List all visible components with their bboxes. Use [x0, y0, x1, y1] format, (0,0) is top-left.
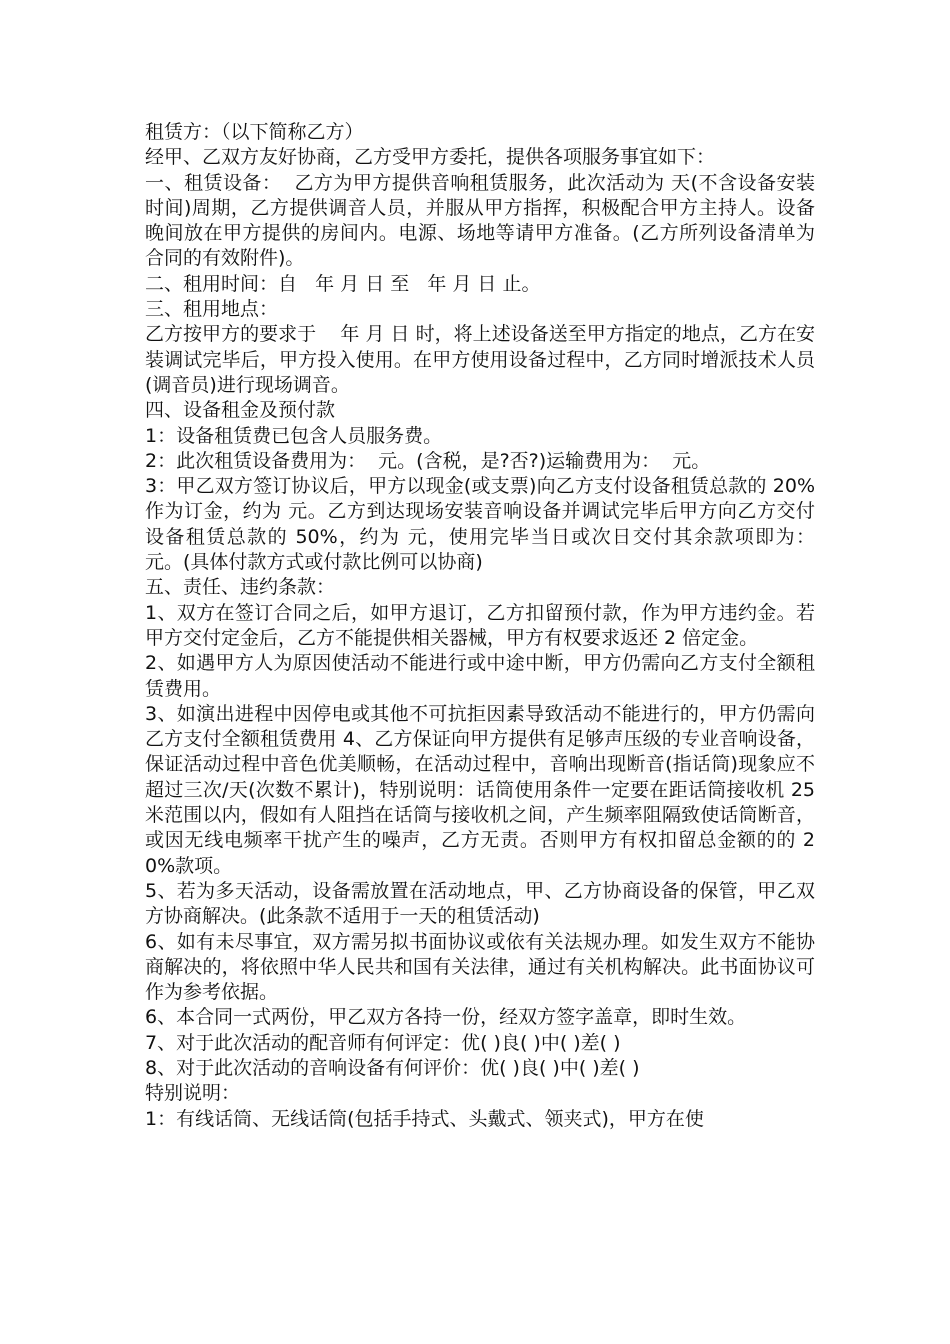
section-4-item-3: 3：甲乙双方签订协议后，甲方以现金(或支票)向乙方支付设备租赁总款的 20%作为订金，约为 元。乙方到达现场安装音响设备并调试完毕后甲方向乙方交付设备租赁总款的 50%，约为 元，使用完毕当日或次日交付其余款项即为： 元。(具体付款方式或付款比例可以协商)	[145, 475, 828, 574]
section-5-heading: 五、责任、违约条款：	[145, 576, 336, 599]
section-5-item-8: 8、对于此次活动的音响设备有何评价：优( )良( )中( )差( )	[145, 1056, 640, 1079]
party-b-line: 租赁方：（以下简称乙方）	[145, 121, 364, 143]
section-5-item-1: 1、双方在签订合同之后，如甲方退订，乙方扣留预付款，作为甲方违约金。若甲方交付定金后，乙方不能提供相关器械，甲方有权要求返还 2 倍定金。	[145, 601, 815, 649]
section-5-item-6a: 6、如有未尽事宜，双方需另拟书面协议或依有关法规办理。如发生双方不能协商解决的，将依照中华人民共和国有关法律，通过有关机构解决。此书面协议可作为参考依据。	[145, 930, 815, 1004]
section-5-item-6b: 6、本合同一式两份，甲乙双方各持一份，经双方签字盖章，即时生效。	[145, 1006, 747, 1029]
section-5-item-3: 3、如演出进程中因停电或其他不可抗拒因素导致活动不能进行的，甲方仍需向乙方支付全额租赁费用 4、乙方保证向甲方提供有足够声压级的专业音响设备，保证活动过程中音色优美顺畅，在活动过程中，音响出现断音(指话筒)现象应不超过三次/天(次数不累计)，特别说明：话筒使用条件一定要在距话筒接收机 25 米范围以内，假如有人阻挡在话筒与接收机之间，产生频率阻隔致使话筒断音，或因无线电频率干扰产生的噪声，乙方无责。否则甲方有权扣留总金额的的 20%款项。	[145, 702, 822, 877]
section-5-item-7: 7、对于此次活动的配音师有何评定：优( )良( )中( )差( )	[145, 1031, 621, 1054]
section-5-item-2: 2、如遇甲方人为原因使活动不能进行或中途中断，甲方仍需向乙方支付全额租赁费用。	[145, 652, 815, 700]
section-2-time: 二、租用时间：自 年 月 日 至 年 月 日 止。	[145, 272, 541, 295]
section-3-heading: 三、租用地点：	[145, 298, 279, 321]
special-notes-item-1: 1：有线话筒、无线话筒(包括手持式、头戴式、领夹式)，甲方在使	[145, 1107, 704, 1130]
section-5-item-5: 5、若为多天活动，设备需放置在活动地点，甲、乙方协商设备的保管，甲乙双方协商解决。(此条款不适用于一天的租赁活动)	[145, 879, 815, 928]
document-body	[145, 120, 828, 1132]
section-4-item-2: 2：此次租赁设备费用为： 元。(含税，是?否?)运输费用为： 元。	[145, 449, 711, 472]
section-1-equipment: 一、租赁设备： 乙方为甲方提供音响租赁服务，此次活动为 天(不含设备安装时间)周期，乙方提供调音人员，并服从甲方指挥，积极配合甲方主持人。设备晚间放在甲方提供的房间内。电源、场地等请甲方准备。(乙方所列设备清单为合同的有效附件)。	[145, 171, 815, 270]
intro-paragraph: 经甲、乙双方友好协商，乙方受甲方委托，提供各项服务事宜如下：	[145, 146, 716, 169]
special-notes-heading: 特别说明：	[145, 1082, 241, 1105]
section-4-item-1: 1：设备租赁费已包含人员服务费。	[145, 424, 443, 447]
section-3-location: 乙方按甲方的要求于 年 月 日 时，将上述设备送至甲方指定的地点，乙方在安装调试完毕后，甲方投入使用。在甲方使用设备过程中，乙方同时增派技术人员(调音员)进行现场调音。	[145, 323, 815, 396]
section-4-heading: 四、设备租金及预付款	[145, 399, 336, 422]
